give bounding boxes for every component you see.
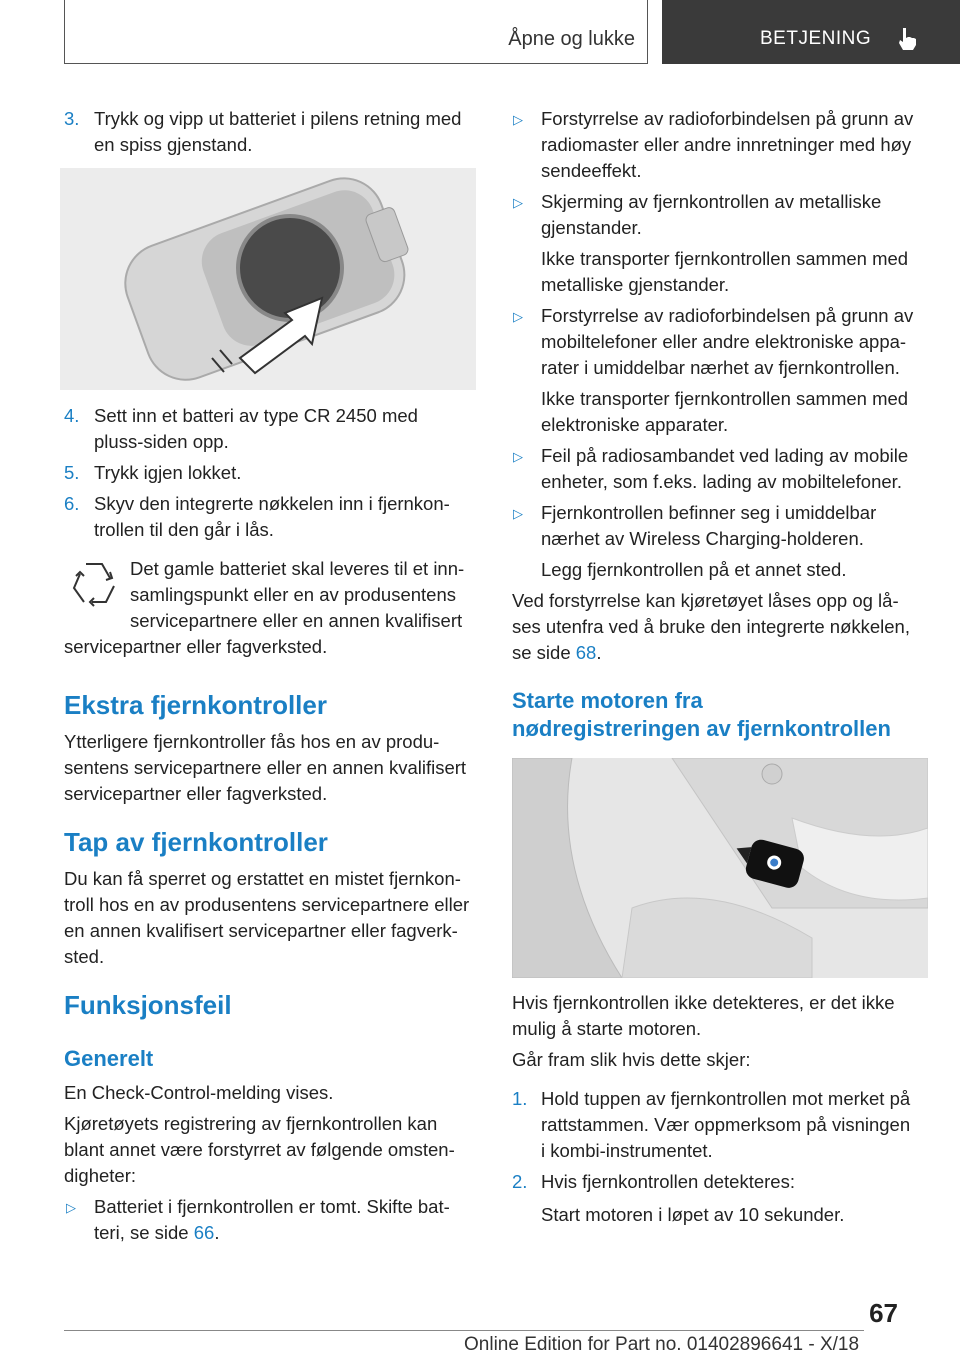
bullet-text: Batteriet i fjernkontrollen er tomt. Skifte bat- — [94, 1196, 450, 1217]
bullet-text: gjenstander. — [541, 217, 642, 238]
bullet-text: Feil på radiosambandet ved lading av mobile — [541, 445, 909, 466]
recycle-note-text: servicepartner eller fagverksted. — [64, 636, 328, 657]
paragraph: se side 68. — [512, 642, 602, 663]
recycle-note-text: servicepartnere eller en annen kvalifisert — [130, 610, 463, 631]
step-number: 2. — [512, 1171, 528, 1192]
page-number: 67 — [869, 1298, 898, 1328]
recycle-icon — [66, 558, 122, 612]
heading-extra-remotes: Ekstra fjernkontroller — [64, 690, 327, 720]
step-text: en spiss gjenstand. — [94, 134, 253, 155]
paragraph: mulig å starte motoren. — [512, 1018, 702, 1039]
bullet-subtext: Legg fjernkontrollen på et annet sted. — [541, 559, 847, 580]
step-subtext: Start motoren i løpet av 10 sekunder. — [541, 1204, 845, 1225]
bullet-triangle-icon: ▷ — [513, 309, 523, 324]
paragraph: digheter: — [64, 1165, 136, 1186]
step-number: 3. — [64, 108, 80, 129]
header-section-title: Åpne og lukke — [508, 28, 635, 50]
step-text: pluss-siden opp. — [94, 431, 229, 452]
step-text: Hold tuppen av fjernkontrollen mot merket på — [541, 1088, 911, 1109]
paragraph: Du kan få sperret og erstattet en mistet fjernkon- — [64, 868, 461, 889]
step-text: Trykk igjen lokket. — [94, 462, 242, 483]
bullet-text: teri, se side 66. — [94, 1222, 220, 1243]
step-number: 6. — [64, 493, 80, 514]
steering-column-illustration — [512, 758, 928, 978]
bullet-triangle-icon: ▷ — [513, 112, 523, 127]
step-text: Sett inn et batteri av type CR 2450 med — [94, 405, 418, 426]
step-number: 5. — [64, 462, 80, 483]
paragraph: blant annet være forstyrret av følgende omsten- — [64, 1139, 455, 1160]
page-link-66[interactable]: 66 — [193, 1222, 215, 1243]
footer-edition-text: Online Edition for Part no. 01402896641 - X/18 — [464, 1334, 860, 1355]
bullet-text: Forstyrrelse av radioforbindelsen på grunn av — [541, 305, 914, 326]
bullet-subtext: Ikke transporter fjernkontrollen sammen med — [541, 388, 909, 409]
header-section-tab — [64, 0, 648, 64]
bullet-text: Fjernkontrollen befinner seg i umiddelbar — [541, 502, 877, 523]
paragraph: servicepartner eller fagverksted. — [64, 783, 328, 804]
step-text: Hvis fjernkontrollen detekteres: — [541, 1171, 795, 1192]
paragraph: troll hos en av produsentens servicepartnere eller — [64, 894, 470, 915]
steering-column-figure — [512, 758, 928, 978]
paragraph: en annen kvalifisert servicepartner eller fagverk- — [64, 920, 458, 941]
bullet-triangle-icon: ▷ — [513, 195, 523, 210]
heading-malfunction: Funksjonsfeil — [64, 990, 232, 1020]
step-text: Trykk og vipp ut batteriet i pilens retning med — [94, 108, 462, 129]
paragraph: Går fram slik hvis dette skjer: — [512, 1049, 751, 1070]
paragraph: Ytterligere fjernkontroller fås hos en av produ- — [64, 731, 440, 752]
paragraph: Kjøretøyets registrering av fjernkontrollen kan — [64, 1113, 438, 1134]
heading-lost-remote: Tap av fjernkontroller — [64, 827, 328, 857]
header-chapter-title: BETJENING — [760, 28, 872, 49]
step-number: 4. — [64, 405, 80, 426]
header-chapter-tab — [662, 0, 960, 64]
bullet-triangle-icon: ▷ — [513, 506, 523, 521]
heading-emergency-start: nødregistreringen av fjernkontrollen — [512, 716, 891, 741]
paragraph: Hvis fjernkontrollen ikke detekteres, er det ikke — [512, 992, 895, 1013]
heading-emergency-start: Starte motoren fra — [512, 688, 703, 713]
bullet-triangle-icon: ▷ — [513, 449, 523, 464]
heading-general: Generelt — [64, 1046, 154, 1071]
paragraph: sted. — [64, 946, 105, 967]
bullet-triangle-icon: ▷ — [66, 1200, 76, 1215]
paragraph: sentens servicepartnere eller en annen kvalifisert — [64, 757, 467, 778]
step-number: 1. — [512, 1088, 528, 1109]
bullet-text: radiomaster eller andre innretninger med høy — [541, 134, 912, 155]
paragraph: En Check-Control-melding vises. — [64, 1082, 334, 1103]
key-fob-illustration — [60, 168, 476, 390]
footer-divider — [64, 1330, 864, 1331]
paragraph: Ved forstyrrelse kan kjøretøyet låses opp og lå- — [512, 590, 899, 611]
page-link-68[interactable]: 68 — [575, 642, 597, 663]
step-text: Skyv den integrerte nøkkelen inn i fjernkon- — [94, 493, 450, 514]
bullet-text: Skjerming av fjernkontrollen av metalliske — [541, 191, 882, 212]
bullet-subtext: Ikke transporter fjernkontrollen sammen med — [541, 248, 909, 269]
recycle-note-text: samlingspunkt eller en av produsentens — [130, 584, 456, 605]
step-text: rattstammen. Vær oppmerksom på visningen — [541, 1114, 911, 1135]
step-text: i kombi-instrumentet. — [541, 1140, 713, 1161]
bullet-subtext: elektroniske apparater. — [541, 414, 729, 435]
paragraph: ses utenfra ved å bruke den integrerte nøkkelen, — [512, 616, 910, 637]
bullet-text: sendeeffekt. — [541, 160, 642, 181]
key-battery-figure — [60, 168, 476, 390]
recycle-note-text: Det gamle batteriet skal leveres til et inn- — [130, 558, 465, 579]
bullet-text: rater i umiddelbar nærhet av fjernkontrollen. — [541, 357, 900, 378]
bullet-text: mobiltelefoner eller andre elektroniske appa- — [541, 331, 907, 352]
bullet-subtext: metalliske gjenstander. — [541, 274, 730, 295]
bullet-text: nærhet av Wireless Charging-holderen. — [541, 528, 864, 549]
bullet-text: Forstyrrelse av radioforbindelsen på grunn av — [541, 108, 914, 129]
bullet-text: enheter, som f.eks. lading av mobiltelefoner. — [541, 471, 902, 492]
hand-pointer-icon — [894, 26, 922, 52]
step-text: trollen til den går i lås. — [94, 519, 274, 540]
